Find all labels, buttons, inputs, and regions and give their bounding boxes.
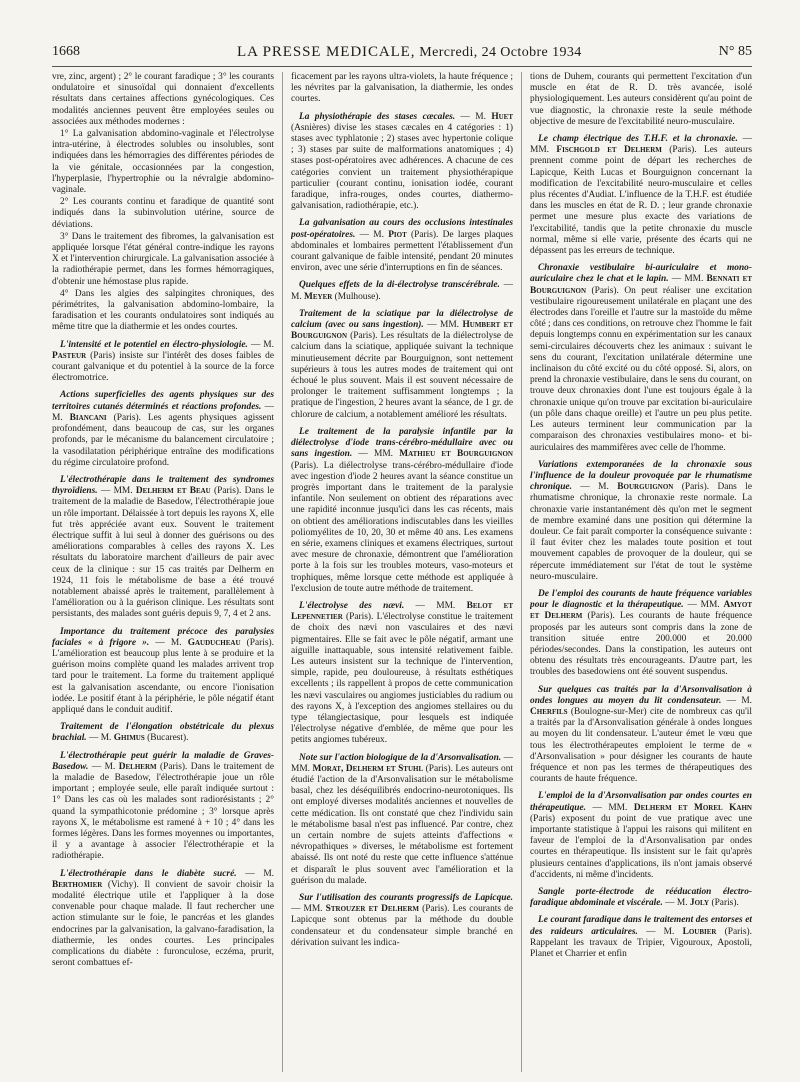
abstract-separator: — M. — [455, 111, 492, 122]
abstract-body: (Paris). La diélectrolyse trans-cérébro-médullaire d'iode avec ingestion d'iode 2 heures avant la séance constitue un progrès important dans le traitement de la paralysie infantile. Non seulement on obtient des réparations avec une rapidité inconnue jusqu'ici dans les cas récents, mais on obtient des améliorations indiscutables dans les vieilles poliomyélites de 10, 20, 30 et même 40 ans. Les examens en série, examens cliniques et examens électriques, surtout avec mesure de chronaxie, démontrent que l'amélioration porte à la fois sur les troubles moteurs, vaso-moteurs et trophiques, même lorsque cette méthode est appliquée à l'exclusion de toute autre méthode de traitement. — [291, 460, 513, 594]
column-3 — [530, 72, 752, 1072]
abstract-title: Le courant faradique dans le traitement des entorses et des raideurs articulaires. — [530, 915, 752, 937]
abstract-title: L'électrolyse des nævi. — [299, 600, 405, 611]
abstract — [291, 601, 513, 747]
abstract-separator: — MM. — [97, 486, 136, 497]
abstract — [530, 589, 752, 679]
abstract-separator: — MM. — [404, 600, 467, 611]
abstract — [291, 112, 513, 213]
abstract-authors: Bennati et Bourguignon — [530, 274, 752, 296]
abstract-separator: — MM. — [668, 274, 707, 285]
abstract-authors: Meyer — [304, 291, 333, 302]
abstract — [291, 280, 513, 302]
abstract-body: (Mulhouse). — [332, 291, 381, 302]
abstract-title: Variations extemporanées de la chronaxie sous l'influence de la douleur provoquée par le rhumatisme chronique. — [530, 459, 752, 493]
column-2 — [291, 72, 513, 1072]
abstract — [52, 627, 274, 717]
abstract — [530, 460, 752, 583]
abstract-separator: — M. — [247, 339, 274, 350]
abstract-title: L'intensité et le potentiel en électro-physiologie. — [60, 339, 248, 350]
abstract-separator: — MM. — [291, 904, 326, 915]
abstract — [52, 869, 274, 970]
abstract-body: (Paris). Les courants de haute fréquence proposés par les auteurs sont compris dans la zone de transition située entre 200.000 et 20.000 périodes/secondes. Dans la constipation, les auteurs ont obtenu des résultats très encourageants. D'autre part, les troubles des basedowiens ont été souvent suspendus. — [530, 611, 752, 678]
abstract-separator: — M. — [86, 733, 114, 744]
abstract — [52, 390, 274, 468]
abstract — [530, 791, 752, 881]
abstract-separator: — M. — [149, 637, 188, 648]
abstract-body: (Asnières) divise les stases cæcales en 4 catégories : 1) stases avec typhlatonie ; 2) stases avec hypertonie colique ; 3) stases par suite de malformations anatomiques ; 4) stases post-opératoires avec adhérences. A chacune de ces catégories convient un traitement physiothérapique particulier (courant continu, ionisation iodée, courant faradique, infra-rouges, ondes courtes, diathermo-galvanisation, radiothérapie, etc.). — [291, 122, 513, 212]
abstract-body: (Paris). Dans le traitement de la maladie de Basedow, l'électrothérapie joue un rôle important ; employée seule, elle paraît indiquée surtout : 1° Dans les cas où les malades sont radiorésistants ; 2° quand la sympathicotonie prédomine ; 3° lorsque après rayons X, le métabolisme est ramené à + 10 ; 4° dans les formes légères. Dans les formes moyennes ou importantes, il y a avantage à associer l'électrothérapie et la radiothérapie. — [52, 761, 274, 862]
abstract — [52, 751, 274, 863]
abstract-separator: — M. — [571, 482, 618, 493]
paragraph: 3° Dans le traitement des fibromes, la galvanisation est appliquée lorsque l'état général contre-indique les rayons X et l'intervention chirurgicale. La galvanisation associée à la radiothérapie permet, dans les formes hémorragiques, d'obtenir une hémostase plus rapide. — [52, 231, 274, 287]
abstract-title: Sangle porte-électrode de rééducation électro-faradique abdominale et viscérale. — [530, 887, 752, 909]
abstract-title: Quelques effets de la di-électrolyse transcérébrale. — [299, 280, 500, 291]
abstract-separator: — MM. — [291, 752, 513, 774]
abstract-authors: Delherm — [118, 761, 157, 772]
paragraph: ficacement par les rayons ultra-violets, la haute fréquence ; les névrites par la galvanisation, la diathermie, les ondes courtes. — [291, 72, 513, 105]
paragraph: 2° Les courants continu et faradique de quantité sont indiqués dans la subinvolution utérine, source de déviations. — [52, 197, 274, 230]
abstract — [291, 753, 513, 887]
masthead — [237, 44, 582, 61]
abstract-separator: — M. — [52, 401, 274, 423]
page-number: 1668 — [52, 44, 80, 59]
abstract-title: Le champ électrique des T.H.F. et la chronaxie. — [538, 134, 738, 145]
abstract — [291, 309, 513, 421]
abstract-title: L'électrothérapie dans le diabète sucré. — [60, 868, 237, 879]
abstract-body: (Paris). L'électrolyse constitue le traitement de choix des nævi non vasculaires et des nævi pigmentaires. Elle se fait avec le pôle négatif, armant une aiguille inattaquable, sous intensité relativement faible. Les auteurs insistent sur la technique de l'intervention, simple, rapide, peu douloureuse, à résultats esthétiques excellents ; ils rappellent à propos de cette communication les nævi vasculaires ou angiomes justiciables du radium ou des rayons X, à l'exception des angiomes stellaires ou du type télangiectasique, pour lesquels est indiquée l'électrolyse négative d'emblée, de même que pour les petits angiomes tubéreux. — [291, 612, 513, 746]
paragraph: vre, zinc, argent) ; 2° le courant faradique ; 3° les courants ondulatoire et sinusoïdal qui donnaient d'excellents résultats dans certaines affections gynécologiques. Ces modalités anciennes peuvent être employées seules ou associées aux méthodes modernes : — [52, 72, 274, 127]
abstract-body: (Paris). — [709, 898, 739, 909]
abstract-authors: Amyot et Delherm — [530, 600, 752, 622]
abstract-title: L'électrothérapie dans le traitement des syndromes thyroïdiens. — [52, 474, 274, 497]
abstract-authors: Delherm et Beau — [135, 486, 211, 497]
abstract-authors: Fischgold et Delherm — [556, 145, 662, 156]
abstract-title: Importance du traitement précoce des paralysies faciales « à frigore ». — [52, 626, 274, 648]
abstract-title: Sur quelques cas traités par la d'Arsonvalisation à ondes longues au moyen du lit condensateur. — [530, 684, 752, 706]
abstract-authors: Bourguignon — [617, 482, 674, 493]
abstract — [530, 887, 752, 909]
abstract-separator: — M. — [721, 695, 752, 706]
abstract — [530, 915, 752, 960]
abstract-authors: Berthomier — [52, 879, 103, 890]
abstract-separator: — M. — [236, 868, 274, 879]
abstract-separator: — MM. — [352, 449, 400, 460]
article-columns — [52, 72, 752, 1072]
abstract-authors: Humbert et Bourguignon — [291, 320, 513, 342]
abstract-authors: Joly — [689, 898, 710, 909]
abstract — [52, 475, 274, 621]
paragraph: 1° La galvanisation abdomino-vaginale et l'électrolyse intra-utérine, à électrodes solubles ou insolubles, sont indiquées dans les hémorragies des différentes périodes de la vie génitale, occasionnées par la congestion, l'hyperplasie, l'hypertrophie ou la névralgie abdomino-vaginale. — [52, 129, 274, 196]
abstract-authors: Pasteur — [52, 350, 87, 361]
abstract-separator: — MM. — [423, 320, 463, 331]
paragraph: 4° Dans les algies des salpingites chroniques, des périmétrites, la galvanisation abdomino-lombaire, la faradisation et les courants ondulatoires sont indiqués au même titre que la diathermie et les ondes courtes. — [52, 288, 274, 333]
abstract-authors: Huet — [491, 111, 513, 122]
abstract-separator: — M. — [662, 898, 690, 909]
abstract-body: (Paris). Dans le rhumatisme chronique, la chronaxie reste normale. La chronaxie varie instantanément dès qu'on met le segment de membre examiné dans une position qui détermine la douleur. Ce fait paraît comporter la conséquence suivante : il faut éviter chez les malades toute position et tout mouvement capables de provoquer de la douleur, qui se répercute immédiatement sur l'état de tout le système neuro-musculaire. — [530, 482, 752, 582]
abstract-title: De l'emploi des courants de haute fréquence variables pour le diagnostic et la thérapeutique. — [530, 588, 752, 611]
abstract-body: (Paris) insiste sur l'intérêt des doses faibles de courant galvanique et du potentiel à la source de la force électromotrice. — [52, 350, 274, 384]
abstract-body: (Paris). Rappelant les travaux de Tripier, Vigouroux, Apostoli, Planet et Charrier et enfin — [530, 926, 752, 960]
abstract-separator: — M. — [355, 229, 389, 240]
abstract — [291, 218, 513, 274]
abstract-separator: — MM. — [586, 802, 634, 813]
abstract-body: (Paris). Dans le traitement de la maladie de Basedow, l'électrothérapie joue un rôle important. Délaissée à tort depuis les rayons X, elle fut très appréciée avant eux. Souvent le traitement électrique suffit à lui seul à donner des guérisons ou des améliorations comparables à celles des rayons X. Les résultats du laboratoire marchent d'ailleurs de pair avec ceux de la clinique : sur 15 cas traités par Delherm en 1924, 11 fois le métabolisme de base a été trouvé notablement abaissé après le traitement, parallèlement à l'amélioration ou à la guérison clinique. Les résultats sont persistants, des malades sont guéris depuis 9, 7, 4 et 2 ans. — [52, 486, 274, 620]
abstract-authors: Cherfils — [530, 706, 568, 717]
abstract-authors: Biancani — [69, 412, 107, 423]
issue-date: Mercredi, 24 Octobre 1934 — [419, 45, 582, 60]
abstract-title: La physiothérapie des stases cæcales. — [299, 111, 456, 122]
abstract — [291, 427, 513, 595]
abstract-authors: Mathieu et Bourguignon — [399, 449, 513, 460]
abstract-separator: — M. — [637, 926, 683, 937]
abstract-title: La galvanisation au cours des occlusions intestinales post-opératoires. — [291, 218, 513, 240]
abstract — [52, 722, 274, 744]
abstract-authors: Strouzer et Delherm — [325, 904, 419, 915]
abstract-body: (Vichy). Il convient de savoir choisir la modalité électrique utile et l'appliquer à la dose convenable pour chaque malade. Il faut rechercher une action stimulante sur le foie, le pancréas et les glandes endocrines par la galvanisation, la galvano-faradisation, la diathermie, les ondes courtes. Les principales complications du diabète : furonculose, eczéma, prurit, seront combattues ef- — [52, 879, 274, 969]
abstract-title: Note sur l'action biologique de la d'Arsonvalisation. — [299, 752, 502, 763]
abstract-separator: — MM. — [530, 134, 752, 156]
abstract — [530, 263, 752, 453]
abstract-title: L'emploi de la d'Arsonvalisation par ondes courtes en thérapeutique. — [530, 791, 752, 813]
abstract-body: (Boulogne-sur-Mer) cite de nombreux cas qu'il a traités par la d'Arsonvalisation générale à ondes longues au moyen du lit condensateur. L'auteur émet le vœu que tous les électrothérapeutes emploient le terme de « d'Arsonvalisation » pour désigner les courants de haute fréquence et non pas les termes de thérapeutiques des courants de haute fréquence. — [530, 706, 752, 785]
abstract — [530, 134, 752, 257]
abstract-title: Actions superficielles des agents physiques sur des territoires cutanés déterminés et réactions profondes. — [52, 390, 274, 412]
issue-number: N° 85 — [718, 44, 752, 59]
abstract-authors: Delherm et Morel Kahn — [633, 802, 752, 813]
journal-title: LA PRESSE MEDICALE, — [237, 44, 416, 60]
abstract-title: Traitement de la sciatique par la diélectrolyse de calcium (avec ou sans ingestion). — [291, 308, 513, 331]
abstract — [291, 893, 513, 949]
column-divider — [521, 72, 522, 1072]
paragraph: tions de Duhem, courants qui permettent l'excitation d'un muscle en état de R. D. très avancée, isolé physiologiquement. Les auteurs considèrent qu'au point de vue diagnostic, la chronaxie reste la seule méthode objective de mesure de l'excitabilité neuro-musculaire. — [530, 72, 752, 127]
abstract — [530, 685, 752, 786]
column-divider — [282, 72, 283, 1072]
abstract-title: Sur l'utilisation des courants progressifs de Lapicque. — [299, 893, 513, 904]
abstract-authors: Ghimus — [113, 733, 145, 744]
page-header — [52, 44, 752, 67]
abstract-authors: Belot et Lepennetier — [291, 600, 513, 623]
abstract-body: (Paris). L'amélioration est beaucoup plus lente à se produire et la guérison moins complète quand les malades arrivent trop tard pour le traitement. La forme du traitement appliqué est la galvanisation ascendante, ou encore l'ionisation iodée. Le positif étant à la périphérie, le pôle négatif étant appliqué dans le conduit auditif. — [52, 637, 274, 715]
abstract-body: (Paris). Les auteurs ont étudié l'action de la d'Arsonvalisation sur le métabolisme basal, chez les déséquilibrés endocrino-neurotoniques. Ils ont employé diverses modalités anciennes et nouvelles de cette médication. Ils ont constaté que chez l'individu sain le métabolisme basal n'est pas influencé. Par contre, chez un certain nombre de sujets atteints d'affections « névropathiques » diverses, le métabolisme est fortement abaissé. Ils ont noté du reste que cette influence s'atténue et disparaît le plus souvent avec l'amélioration et la guérison du malade. — [291, 763, 513, 886]
abstract-body: (Paris). Les courants de Lapicque sont obtenus par la méthode du double condensateur et du condensateur simple branché en dérivation suivant les indica- — [291, 904, 513, 948]
abstract-separator: — M. — [88, 761, 119, 772]
abstract-body: (Paris) exposent du point de vue pratique avec une importante statistique à l'appui les raisons qui militent en faveur de l'emploi de la d'Arsonvalisation par ondes courtes en thérapeutique. Ils insistent sur le fait qu'après plusieurs centaines d'applications, ils n'ont jamais observé d'accidents, ni même d'incidents. — [530, 813, 752, 880]
abstract-separator: — MM. — [683, 600, 724, 611]
abstract — [52, 340, 274, 385]
abstract-body: (Paris). On peut réaliser une excitation vestibulaire rigoureusement unilatérale en plaçant une des électrodes dans l'oreille et l'autre sur la mastoïde du même côté ; dans ces conditions, on retrouve chez l'homme le fait depuis longtemps connu en expérimentation sur les canaux semi-circulaires découverts chez les animaux : suivant le sens du courant, l'excitation unilatérale détermine une inclinaison du côté excité ou du côté opposé. Si, alors, on prend la chronaxie vestibulaire, dans le sens du courant, on trouve deux chronaxies dont l'une est toujours égale à la chronaxie unique qu'on trouve par excitation bi-auriculaire (un pôle dans chaque oreille) et l'autre un peu plus petite. Les auteurs terminent leur communication par la comparaison des chronaxies vestibulaires mono- et bi- auriculaires des mammifères avec celle de l'homme. — [530, 285, 752, 453]
abstract-title: Traitement de l'élongation obstétricale du plexus brachial. — [52, 722, 274, 744]
abstract-body: (Paris). Les résultats de la diélectrolyse de calcium dans la sciatique, appliquée suivant la technique minutieusement décrite par Bourguignon, sont nettement supérieurs à tous les autres modes de traitement qui ont échoué le plus souvent. Mais il est souvent nécessaire de prolonger le traitement suffisamment longtemps ; la pratique de l'ingestion, 2 heures avant la séance, de 1 gr. de chlorure de calcium, a notablement amélioré les résultats. — [291, 331, 513, 420]
abstract-body: (Paris). De larges plaques abdominales et lombaires permettent l'établissement d'un courant galvanique de faible intensité, pendant 20 minutes environ, avec une série d'interruptions en fin de séances. — [291, 229, 513, 274]
abstract-title: Chronaxie vestibulaire bi-auriculaire et mono-auriculaire chez le chat et le lapin. — [530, 263, 752, 285]
abstract-authors: Loubier — [682, 926, 717, 937]
abstract-body: (Bucarest). — [144, 733, 189, 744]
abstract-body: (Paris). Les agents physiques agissent profondément, dans beaucoup de cas, sur les organes profonds, par le mécanisme du balancement circulatoire ; la vasodilatation périphérique entraîne des modifications du régime circulatoire profond. — [52, 412, 274, 468]
abstract-authors: Morat, Delherm et Stuhl — [312, 763, 424, 774]
abstract-title: Le traitement de la paralysie infantile par la diélectrolyse d'iode trans-cérébro-médullaire avec ou sans ingestion. — [291, 426, 513, 460]
abstract-authors: Gauducheau — [187, 637, 241, 648]
abstract-separator: — M. — [291, 280, 513, 302]
abstract-authors: Piot — [388, 229, 407, 240]
abstract-title: L'électrothérapie peut guérir la maladie de Graves-Basedow. — [52, 750, 274, 772]
abstract-body: (Paris). Les auteurs prennent comme point de départ les recherches de Lapicque, Keith Lucas et Bourguignon concernant la modification de l'excitabilité neuro-musculaire et celles plus récentes d'Audiat. L'influence de la T.H.F. est étudiée dans les muscles en état de R. D. ; leur grande chronaxie permet une mesure plus exacte des variations de l'excitabilité, tandis que la petite chronaxie du muscle normal, même si elle varie, présente des écarts qui ne dépassent pas les erreurs de technique. — [530, 145, 752, 257]
column-1 — [52, 72, 274, 1072]
